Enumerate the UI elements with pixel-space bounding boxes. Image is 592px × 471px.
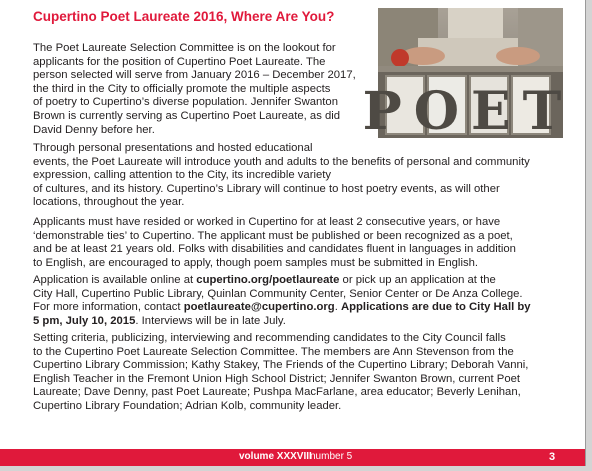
text-line: of poetry to Cupertino’s diverse population. Jennifer Swanton — [33, 96, 338, 109]
paragraph-1 — [33, 42, 363, 137]
text-line: City Hall, Cupertino Public Library, Quinlan Community Center, Senior Center or De Anza College. — [33, 287, 523, 300]
page-frame-bottom — [0, 466, 592, 471]
page-number: 3 — [549, 451, 556, 463]
text-line: to English, are encouraged to apply, though poem samples must be submitted in English. — [33, 256, 479, 269]
text-line — [33, 301, 555, 315]
text-line: David Denny before her. — [33, 123, 155, 136]
text: Application is available online at — [33, 274, 197, 286]
poet-sign-image — [362, 8, 574, 142]
text-line: expression, calling attention to the City, its incredible variety — [33, 169, 332, 182]
text-line: of cultures, and its history. Cupertino’s Library will continue to host poetry events, as will other — [33, 182, 500, 195]
article-title: Cupertino Poet Laureate 2016, Where Are You? — [33, 9, 335, 24]
text-line — [33, 274, 555, 288]
poet-sign-text: POET — [362, 81, 574, 142]
text-line: Brown is currently serving as Cupertino Poet Laureate, as did — [33, 109, 341, 122]
text-line: English Teacher in the Fremont Union High School District; Jennifer Swanton Brown, current Poet — [33, 372, 521, 385]
text: . — [334, 301, 341, 314]
text-line: and be at least 21 years old. Folks with disabilities and candidates fluent in languages in addition — [33, 243, 516, 256]
text: or pick up an application at the — [339, 274, 496, 286]
text: . Interviews will be in late July. — [135, 314, 286, 327]
paragraph-5 — [33, 332, 555, 414]
paragraph-2 — [33, 142, 555, 210]
text-line: the third in the City to officially promote the multiple aspects — [33, 82, 331, 95]
deadline-date: 5 pm, July 10, 2015 — [33, 314, 136, 327]
text-line: person selected will serve from January 2016 – December 2017, — [33, 69, 356, 82]
footer-volume: volume XXXVIII — [239, 451, 312, 462]
contact-email-link[interactable]: poetlaureate@cupertino.org — [183, 301, 335, 314]
footer-number: number 5 — [310, 451, 353, 462]
page-frame-right — [586, 0, 592, 471]
text-line: Applicants must have resided or worked in Cupertino for at least 2 consecutive years, or have — [33, 216, 501, 228]
footer-bar — [0, 449, 585, 466]
text-line — [33, 315, 555, 329]
text: For more information, contact — [33, 301, 184, 314]
paragraph-3 — [33, 216, 555, 270]
text-line: Cupertino Library Commission; Kathy Stakey, The Friends of the Cupertino Library; Deborah Vanni, — [33, 359, 529, 372]
text-line: The Poet Laureate Selection Committee is on the lookout for — [33, 42, 336, 54]
deadline-text: Applications are due to City Hall by — [340, 301, 531, 314]
text-line: Laureate; Dave Denny, past Poet Laureate; Pushpa MacFarlane, area educator; Beverly Lenihan, — [33, 386, 521, 399]
text-line: Cupertino Library Foundation; Adrian Kolb, community leader. — [33, 399, 342, 412]
application-url-link[interactable]: cupertino.org/poetlaureate — [196, 274, 340, 286]
text-line: to the Cupertino Poet Laureate Selection Committee. The members are Ann Stevenson from the — [33, 345, 514, 358]
text-line: locations, throughout the year. — [33, 196, 185, 209]
poet-photo — [362, 8, 574, 142]
text-line: Setting criteria, publicizing, interviewing and recommending candidates to the City Council falls — [33, 332, 506, 344]
text-line: Through personal presentations and hosted educational — [33, 142, 313, 154]
text-line: ‘demonstrable ties’ to Cupertino. The applicant must be published or been recognized as a poet, — [33, 229, 513, 242]
paragraph-4 — [33, 274, 555, 328]
text-line: events, the Poet Laureate will introduce youth and adults to the benefits of personal and community — [33, 155, 530, 168]
text-line: applicants for the position of Cupertino Poet Laureate. The — [33, 55, 326, 68]
